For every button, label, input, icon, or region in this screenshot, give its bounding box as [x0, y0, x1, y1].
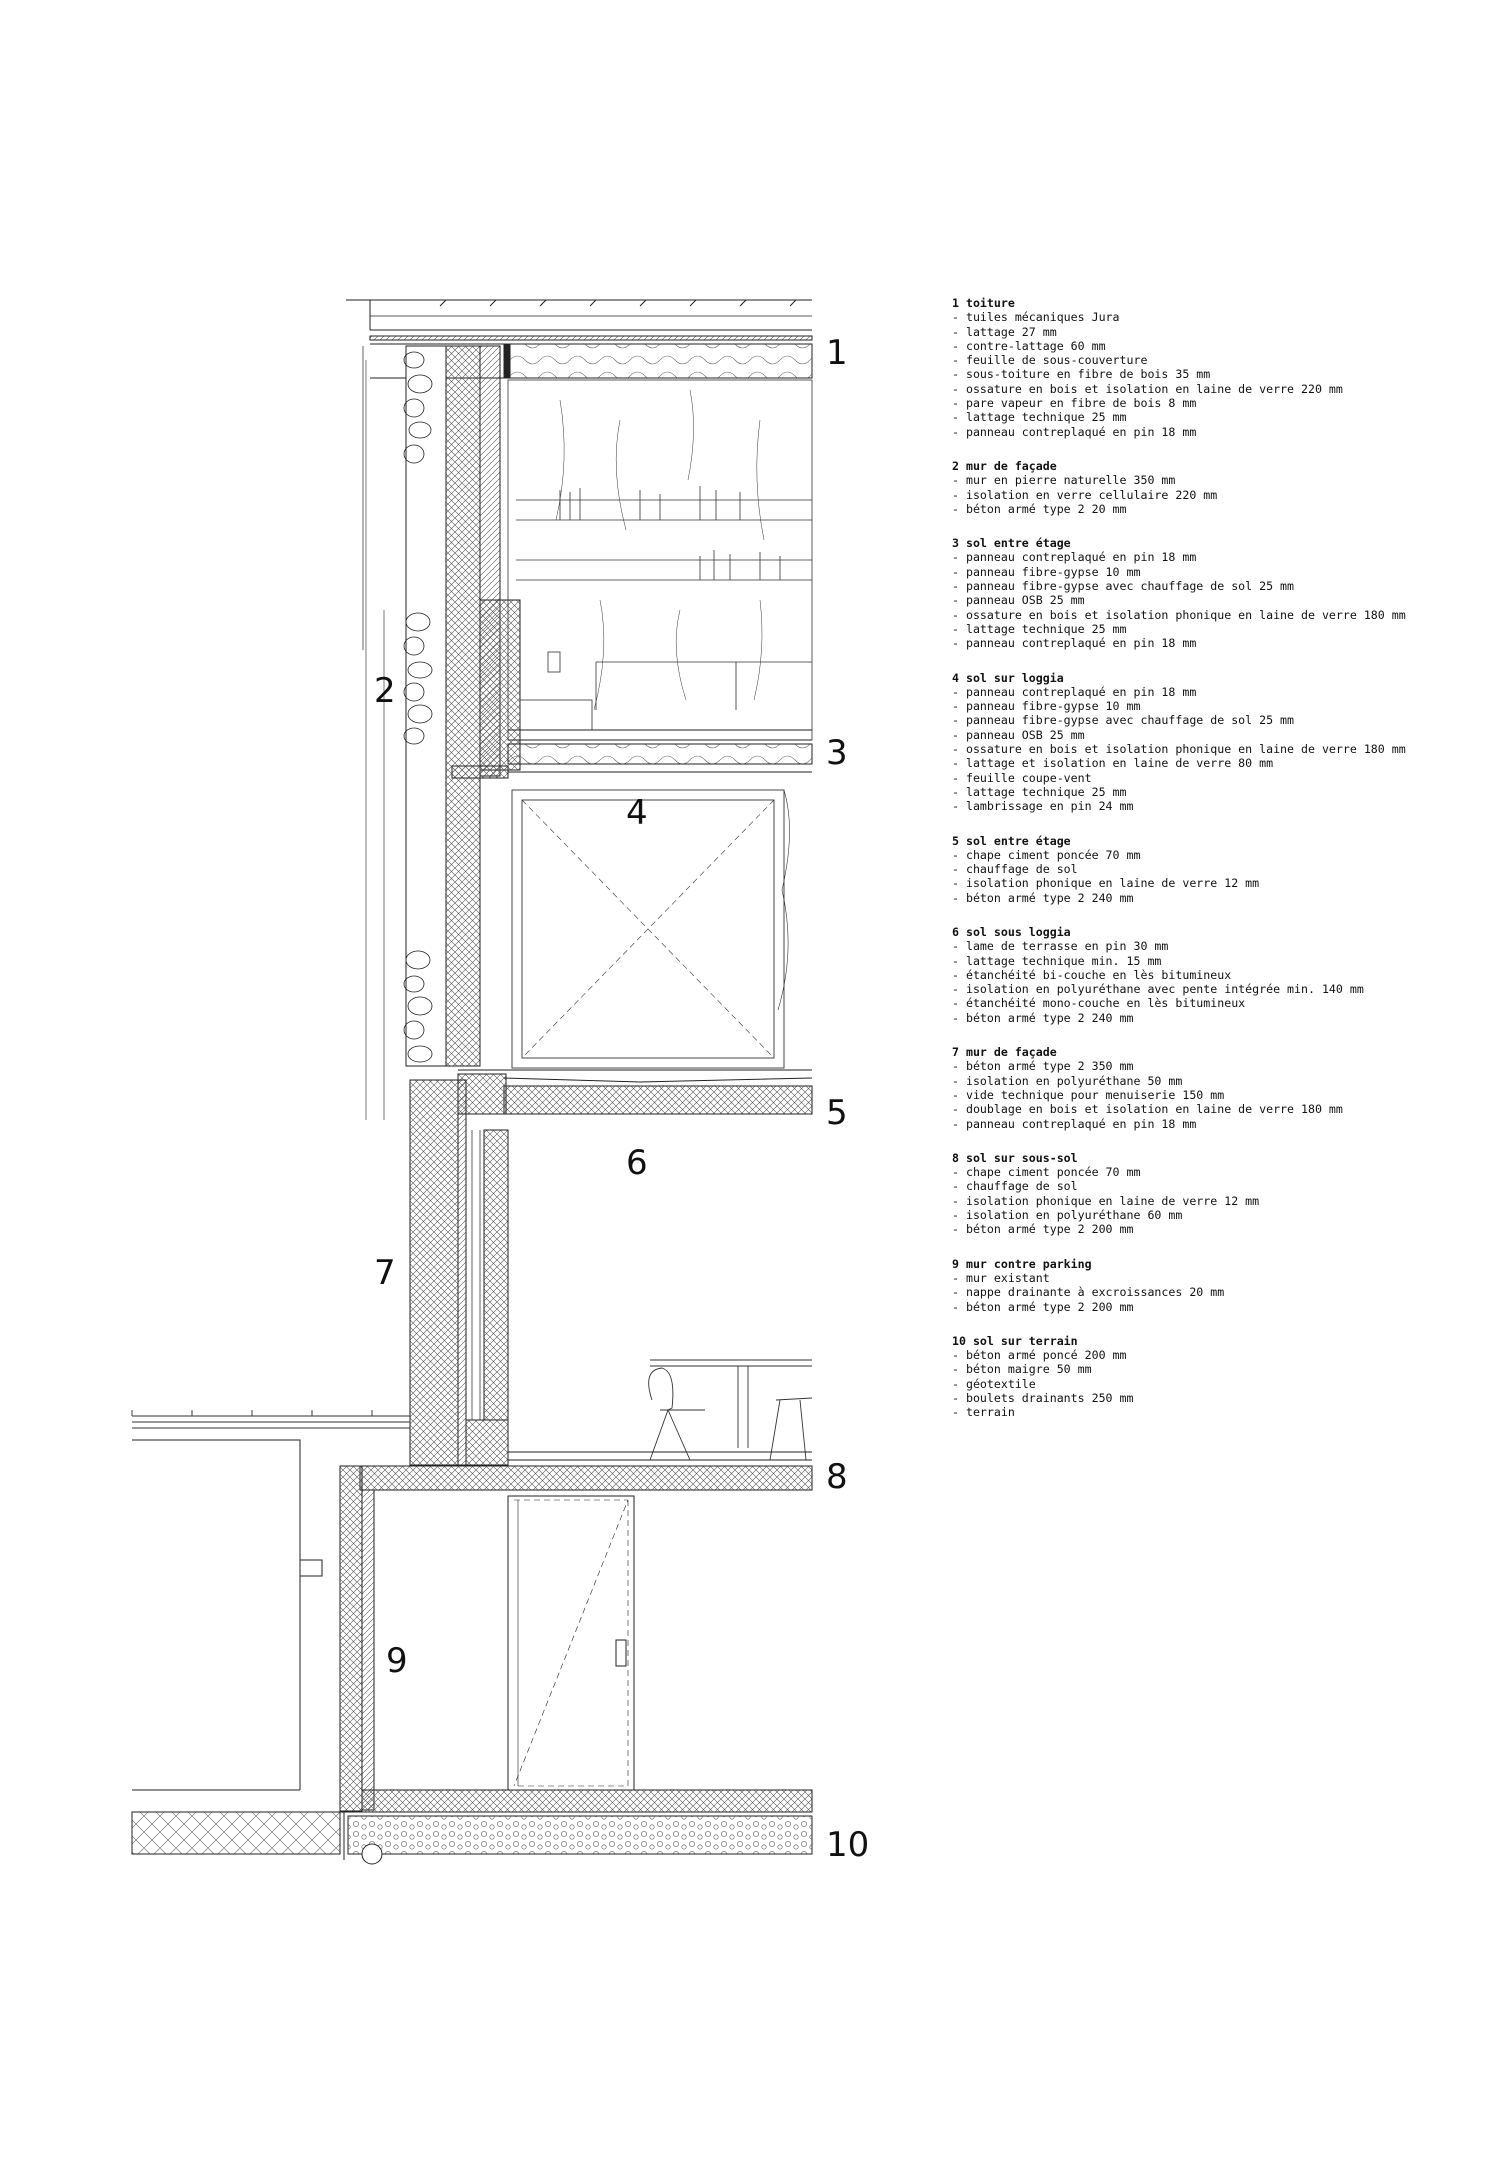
legend-item: - tuiles mécaniques Jura	[952, 310, 1120, 325]
legend-item: - boulets drainants 250 mm	[952, 1391, 1134, 1405]
legend-item: - panneau contreplaqué en pin 18 mm	[952, 424, 1197, 439]
label-6: 6	[626, 1143, 648, 1183]
legend-item: - feuille de sous-couverture	[952, 353, 1148, 368]
legend-section-5	[952, 834, 1482, 905]
legend-item: - ossature en bois et isolation phonique en laine de verre 180 mm	[952, 607, 1406, 622]
stone-facade-wall	[366, 346, 520, 1120]
legend-section-8	[952, 1151, 1482, 1237]
legend-item: - contre-lattage 60 mm	[952, 338, 1106, 353]
legend-item: - terrain	[952, 1405, 1015, 1420]
legend-item: - sous-toiture en fibre de bois 35 mm	[952, 367, 1211, 382]
legend-item: - lame de terrasse en pin 30 mm	[952, 939, 1169, 954]
label-5: 5	[826, 1093, 848, 1133]
legend-item: - panneau contreplaqué en pin 18 mm	[952, 684, 1197, 699]
legend-item: - panneau contreplaqué en pin 18 mm	[952, 636, 1197, 651]
legend-item: - panneau fibre-gypse 10 mm	[952, 699, 1141, 714]
legend-item: - mur existant	[952, 1270, 1050, 1285]
label-2: 2	[374, 671, 396, 711]
legend-item: - chauffage de sol	[952, 862, 1078, 877]
legend-item: - feuille coupe-vent	[952, 770, 1092, 785]
legend-item: - mur en pierre naturelle 350 mm	[952, 473, 1176, 488]
legend-title: 4 sol sur loggia	[952, 670, 1064, 685]
legend-item: - isolation phonique en laine de verre 12 mm	[952, 1193, 1260, 1208]
legend-item: - chape ciment poncée 70 mm	[952, 1165, 1141, 1180]
legend-title: 8 sol sur sous-sol	[952, 1150, 1078, 1165]
legend-title: 2 mur de façade	[952, 458, 1057, 473]
legend-item: - isolation en verre cellulaire 220 mm	[952, 487, 1218, 502]
legend-item: - doublage en bois et isolation en laine de verre 180 mm	[952, 1102, 1343, 1117]
legend-item: - lattage technique 25 mm	[952, 621, 1127, 636]
legend-item: - lattage technique 25 mm	[952, 410, 1127, 425]
legend-item: - panneau fibre-gypse avec chauffage de sol 25 mm	[952, 713, 1295, 728]
parking-wall-9	[132, 1440, 634, 1811]
legend-item: - béton maigre 50 mm	[952, 1362, 1092, 1377]
legend-item: - lattage et isolation en laine de verre 80 mm	[952, 756, 1274, 771]
legend-item: - béton armé type 2 20 mm	[952, 501, 1127, 516]
legend-section-2	[952, 459, 1482, 516]
legend-title: 3 sol entre étage	[952, 536, 1071, 551]
label-9: 9	[386, 1641, 408, 1681]
legend-section-9	[952, 1257, 1482, 1314]
label-10: 10	[826, 1825, 870, 1865]
legend-section-3	[952, 536, 1482, 650]
legend-item: - étanchéité bi-couche en lès bitumineux	[952, 967, 1232, 982]
slab-on-ground-10	[132, 1790, 812, 1864]
legend-item: - lattage 27 mm	[952, 324, 1057, 339]
legend-section-1	[952, 296, 1482, 439]
legend-item: - pare vapeur en fibre de bois 8 mm	[952, 396, 1197, 411]
legend-item: - béton armé type 2 200 mm	[952, 1299, 1134, 1314]
legend-item: - géotextile	[952, 1376, 1036, 1391]
legend-title: 9 mur contre parking	[952, 1256, 1092, 1271]
legend-item: - isolation phonique en laine de verre 12 mm	[952, 876, 1260, 891]
legend-title: 7 mur de façade	[952, 1045, 1057, 1060]
legend-item: - panneau OSB 25 mm	[952, 593, 1085, 608]
label-4: 4	[626, 793, 648, 833]
legend-item: - béton armé type 2 240 mm	[952, 1010, 1134, 1025]
legend-title: 5 sol entre étage	[952, 833, 1071, 848]
label-7: 7	[374, 1253, 396, 1293]
label-1: 1	[826, 333, 848, 373]
label-3: 3	[826, 733, 848, 773]
legend-section-6	[952, 925, 1482, 1025]
legend-item: - chauffage de sol	[952, 1179, 1078, 1194]
legend-item: - lambrissage en pin 24 mm	[952, 799, 1134, 814]
legend-item: - panneau contreplaqué en pin 18 mm	[952, 1116, 1197, 1131]
legend-item: - ossature en bois et isolation phonique en laine de verre 180 mm	[952, 742, 1406, 757]
legend-item: - panneau contreplaqué en pin 18 mm	[952, 550, 1197, 565]
legend-section-7	[952, 1045, 1482, 1131]
legend-title: 1 toiture	[952, 296, 1015, 310]
legend-item: - ossature en bois et isolation en laine de verre 220 mm	[952, 381, 1343, 396]
legend-item: - isolation en polyuréthane 50 mm	[952, 1073, 1183, 1088]
legend-item: - lattage technique min. 15 mm	[952, 953, 1162, 968]
legend-item: - nappe drainante à excroissances 20 mm	[952, 1285, 1225, 1300]
upper-room-interior	[508, 380, 812, 740]
label-8: 8	[826, 1457, 848, 1497]
floor-between-levels-5	[458, 1070, 812, 1114]
legend-item: - étanchéité mono-couche en lès bitumineux	[952, 996, 1246, 1011]
legend-item: - panneau OSB 25 mm	[952, 727, 1085, 742]
legend-item: - béton armé type 2 240 mm	[952, 890, 1134, 905]
legend-item: - isolation en polyuréthane avec pente intégrée min. 140 mm	[952, 982, 1364, 997]
legend	[952, 296, 1482, 1440]
concrete-facade-wall-7	[410, 1080, 508, 1465]
legend-item: - isolation en polyuréthane 60 mm	[952, 1208, 1183, 1223]
legend-item: - béton armé type 2 350 mm	[952, 1059, 1134, 1074]
legend-section-10	[952, 1334, 1482, 1420]
loggia-opening-4	[512, 790, 790, 1068]
legend-item: - vide technique pour menuiserie 150 mm	[952, 1087, 1225, 1102]
legend-item: - lattage technique 25 mm	[952, 784, 1127, 799]
legend-item: - béton armé poncé 200 mm	[952, 1348, 1127, 1363]
legend-title: 6 sol sous loggia	[952, 924, 1071, 939]
legend-item: - béton armé type 2 200 mm	[952, 1222, 1134, 1237]
legend-item: - panneau fibre-gypse avec chauffage de sol 25 mm	[952, 579, 1295, 594]
legend-item: - chape ciment poncée 70 mm	[952, 847, 1141, 862]
legend-item: - panneau fibre-gypse 10 mm	[952, 564, 1141, 579]
legend-section-4	[952, 671, 1482, 814]
legend-title: 10 sol sur terrain	[952, 1333, 1078, 1348]
